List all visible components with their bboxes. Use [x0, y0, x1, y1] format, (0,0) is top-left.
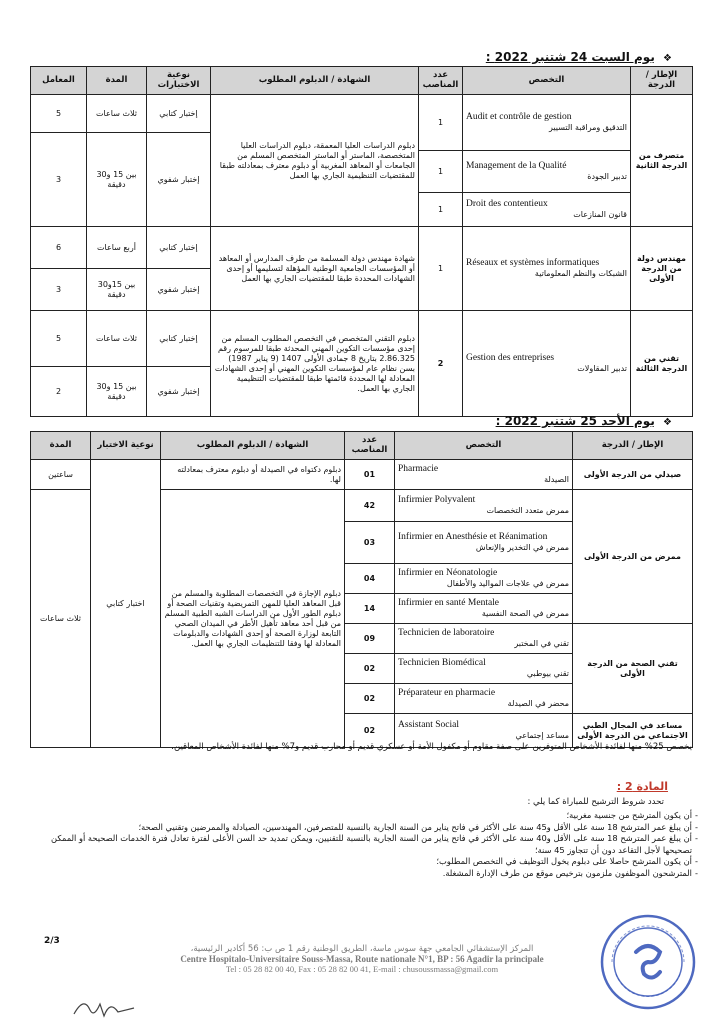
- header-exam-type: نوعية الاختبار: [91, 432, 161, 460]
- duration-cell: ثلاث ساعات: [87, 311, 147, 367]
- specialty-cell: Technicien Biomédical تقني بيوطبي: [395, 654, 573, 684]
- footer-contact: Tel : 05 28 82 00 40, Fax : 05 28 82 00 41, E-mail : chusoussmassa@gmail.com: [225, 964, 499, 974]
- specialty-cell: Technicien de laboratoire تقني في المختبر: [395, 624, 573, 654]
- posts-cell: 01: [345, 460, 395, 490]
- specialty-cell: Infirmier en Anesthésie et Réanimation ممرض في التخدير والإنعاش: [395, 522, 573, 564]
- specialty-cell: Réseaux et systèmes informatiques الشبكات والنظم المعلوماتية: [463, 227, 631, 311]
- duration-cell: ساعتين: [31, 460, 91, 490]
- condition-item: - أن يكون المترشح حاصلا على دبلوم يخول التوظيف في التخصص المطلوب؛: [26, 856, 698, 868]
- coef-cell: 2: [31, 367, 87, 417]
- header-coef: المعامل: [31, 67, 87, 95]
- exam-type-cell: إختبار كتابي: [147, 95, 211, 133]
- condition-item: - أن يبلغ عمر المترشح 18 سنة على الأقل و40 سنة على الأكثر في فاتح يناير من السنة الجارية بالنسبة للتقنيين، ويمكن تمديد حد السن الأعلى لفترة تعادل فترة الخدمات الصحيحة أو الممكن تصحيحها لأجل التقاعد دون أن تتجاوز 45 سنة؛: [26, 833, 698, 856]
- posts-cell: 1: [419, 227, 463, 311]
- article-2-intro: تحدد شروط الترشيح للمباراة كما يلي :: [527, 797, 664, 807]
- posts-cell: 02: [345, 714, 395, 748]
- duration-cell: ثلاث ساعات: [31, 490, 91, 748]
- posts-cell: 04: [345, 564, 395, 594]
- footer-address-ar: المركز الإستشفائي الجامعي جهة سوس ماسة، الطريق الوطنية رقم 1 ص ب: 56 أكادير الرئيسية،: [190, 944, 534, 954]
- posts-cell: 1: [419, 95, 463, 151]
- diploma-cell: دبلوم التقني المتخصص في التخصص المطلوب المسلم من إحدى مؤسسات التكوين المهني المحدثة طبقا للمرسوم رقم 2.86.325 بتاريخ 8 جمادى الأولى 1407 (9 يناير 1987) بسن نظام عام لمؤسسات التكوين المهني أو إحدى الشهادات المعادلة لها المحددة قائمتها طبقا للمقتضيات التنظيمية الجاري بها العمل.: [211, 311, 419, 417]
- condition-item: - أن يكون المترشح من جنسية مغربية؛: [26, 810, 698, 822]
- header-diploma: الشهادة / الدبلوم المطلوب: [211, 67, 419, 95]
- header-specialty: التخصص: [463, 67, 631, 95]
- specialty-cell: Infirmier en Néonatologie ممرض في علاجات المواليد والأطفال: [395, 564, 573, 594]
- header-posts: عدد المناصب: [345, 432, 395, 460]
- exam-type-cell: اختبار كتابي: [91, 460, 161, 748]
- exam-type-cell: إختبار كتابي: [147, 227, 211, 269]
- grade-health-technician: تقني الصحة من الدرجة الأولى: [573, 624, 693, 714]
- grade-nurse: ممرض من الدرجة الأولى: [573, 490, 693, 624]
- duration-cell: بين 15 و30 دقيقة: [87, 367, 147, 417]
- header-diploma: الشهادة / الدبلوم المطلوب: [161, 432, 345, 460]
- specialty-cell: Management de la Qualité تدبير الجودة: [463, 151, 631, 193]
- header-duration: المدة: [87, 67, 147, 95]
- exam-type-cell: إختبار شفوي: [147, 269, 211, 311]
- day1-heading: ❖ يوم السبت 24 شتنبر 2022 :: [485, 50, 672, 64]
- coef-cell: 3: [31, 133, 87, 227]
- grade-pharmacist: صيدلي من الدرجة الأولى: [573, 460, 693, 490]
- posts-cell: 2: [419, 311, 463, 417]
- diploma-cell: دبلوم الدراسات العليا المعمقة، دبلوم الدراسات العليا المتخصصة، الماستر أو الماستر المتخصص المسلم من الجامعات أو المعاهد المغربية أو دبلوم معترف بمعادلته طبقا للمقتضيات التنظيمية الجاري بها العمل: [211, 95, 419, 227]
- day1-table: [30, 66, 693, 417]
- diploma-cell: دبلوم دكتواه في الصيدلة أو دبلوم معترف بمعادلته لها.: [161, 460, 345, 490]
- header-grade: الإطار / الدرجة: [631, 67, 693, 95]
- diploma-cell: شهادة مهندس دولة المسلمة من طرف المدارس أو المعاهد أو المؤسسات الجامعية الوطنية المؤهلة لتسليمها أو إحدى الشهادات المحددة طبقا للمقتضيات الجاري بها العمل: [211, 227, 419, 311]
- coef-cell: 3: [31, 269, 87, 311]
- star-icon: ❖: [663, 53, 672, 64]
- coef-cell: 5: [31, 95, 87, 133]
- exam-type-cell: إختبار كتابي: [147, 311, 211, 367]
- posts-cell: 02: [345, 654, 395, 684]
- quota-note: يخصص 25% منها لفائدة الأشخاص المتوفرين على صفة مقاوم أو مكفول الأمة أو عسكري قديم أو محارب قديم و7% منها لفائدة الأشخاص المعاقين.: [171, 742, 692, 752]
- star-icon: ❖: [663, 417, 672, 428]
- posts-cell: 1: [419, 193, 463, 227]
- grade-technician: تقني من الدرجة الثالثة: [631, 311, 693, 417]
- specialty-cell: Pharmacie الصيدلة: [395, 460, 573, 490]
- posts-cell: 42: [345, 490, 395, 522]
- exam-type-cell: إختبار شفوي: [147, 367, 211, 417]
- grade-social-assistant: مساعد في المجال الطبي الاجتماعي من الدرجة الأولى: [573, 714, 693, 748]
- specialty-cell: Préparateur en pharmacie محضر في الصيدلة: [395, 684, 573, 714]
- day2-heading: ❖ يوم الأحد 25 شتنبر 2022 :: [495, 414, 672, 428]
- coef-cell: 6: [31, 227, 87, 269]
- day2-table: [30, 431, 693, 748]
- coef-cell: 5: [31, 311, 87, 367]
- header-duration: المدة: [31, 432, 91, 460]
- posts-cell: 1: [419, 151, 463, 193]
- specialty-cell: Infirmier Polyvalent ممرض متعدد التخصصات: [395, 490, 573, 522]
- grade-administrator: متصرف من الدرجة الثانية: [631, 95, 693, 227]
- posts-cell: 02: [345, 684, 395, 714]
- grade-engineer: مهندس دولة من الدرجة الأولى: [631, 227, 693, 311]
- specialty-cell: Infirmier en santé Mentale ممرض في الصحة النفسية: [395, 594, 573, 624]
- header-specialty: التخصص: [395, 432, 573, 460]
- signature-icon: [70, 992, 140, 1022]
- duration-cell: ثلاث ساعات: [87, 95, 147, 133]
- header-posts: عدد المناصب: [419, 67, 463, 95]
- article-2-title: المادة 2 :: [616, 780, 668, 793]
- header-grade: الإطار / الدرجة: [573, 432, 693, 460]
- duration-cell: بين 15و30 دقيقة: [87, 269, 147, 311]
- posts-cell: 09: [345, 624, 395, 654]
- footer-address-fr: Centre Hospitalo-Universitaire Souss-Massa, Route nationale N°1, BP : 56 Agadir la principale: [180, 954, 544, 964]
- specialty-cell: Droit des contentieux قانون المنازعات: [463, 193, 631, 227]
- page-number: 2/3: [44, 936, 60, 946]
- duration-cell: بين 15 و30 دقيقة: [87, 133, 147, 227]
- duration-cell: أربع ساعات: [87, 227, 147, 269]
- stamp-emblem: [636, 946, 660, 978]
- posts-cell: 14: [345, 594, 395, 624]
- condition-item: - المترشحون الموظفون ملزمون بترخيص موقع من طرف الإدارة المشغلة.: [26, 868, 698, 880]
- condition-item: - أن يبلغ عمر المترشح 18 سنة على الأقل و45 سنة على الأكثر في فاتح يناير من السنة الجارية بالنسبة للمتصرفين، المهندسين، الصيادلة والممرضين وتقنيي الصحة؛: [26, 822, 698, 834]
- header-exam-type: نوعية الاختبارات: [147, 67, 211, 95]
- article-2-conditions: [26, 810, 698, 880]
- specialty-cell: Gestion des entreprises تدبير المقاولات: [463, 311, 631, 417]
- exam-type-cell: إختبار شفوي: [147, 133, 211, 227]
- official-stamp-icon: [598, 912, 698, 1012]
- posts-cell: 03: [345, 522, 395, 564]
- specialty-cell: Assistant Social مساعد إجتماعي: [395, 714, 573, 748]
- specialty-cell: Audit et contrôle de gestion التدقيق ومراقبة التسيير: [463, 95, 631, 151]
- diploma-cell: دبلوم الإجازة في التخصصات المطلوبة والمسلم من قبل المعاهد العليا للمهن التمريضية وتقنيات الصحة أو دبلوم الطور الأول من الدراسات الشبه الطبية المسلم من قبل أحد معاهد تأهيل الأطر في الميدان الصحي التابعة لوزارة الصحة أو إحدى الشهادات والدبلومات المعادلة لها وفقا للتنظيمات الجاري بها العمل.: [161, 490, 345, 748]
